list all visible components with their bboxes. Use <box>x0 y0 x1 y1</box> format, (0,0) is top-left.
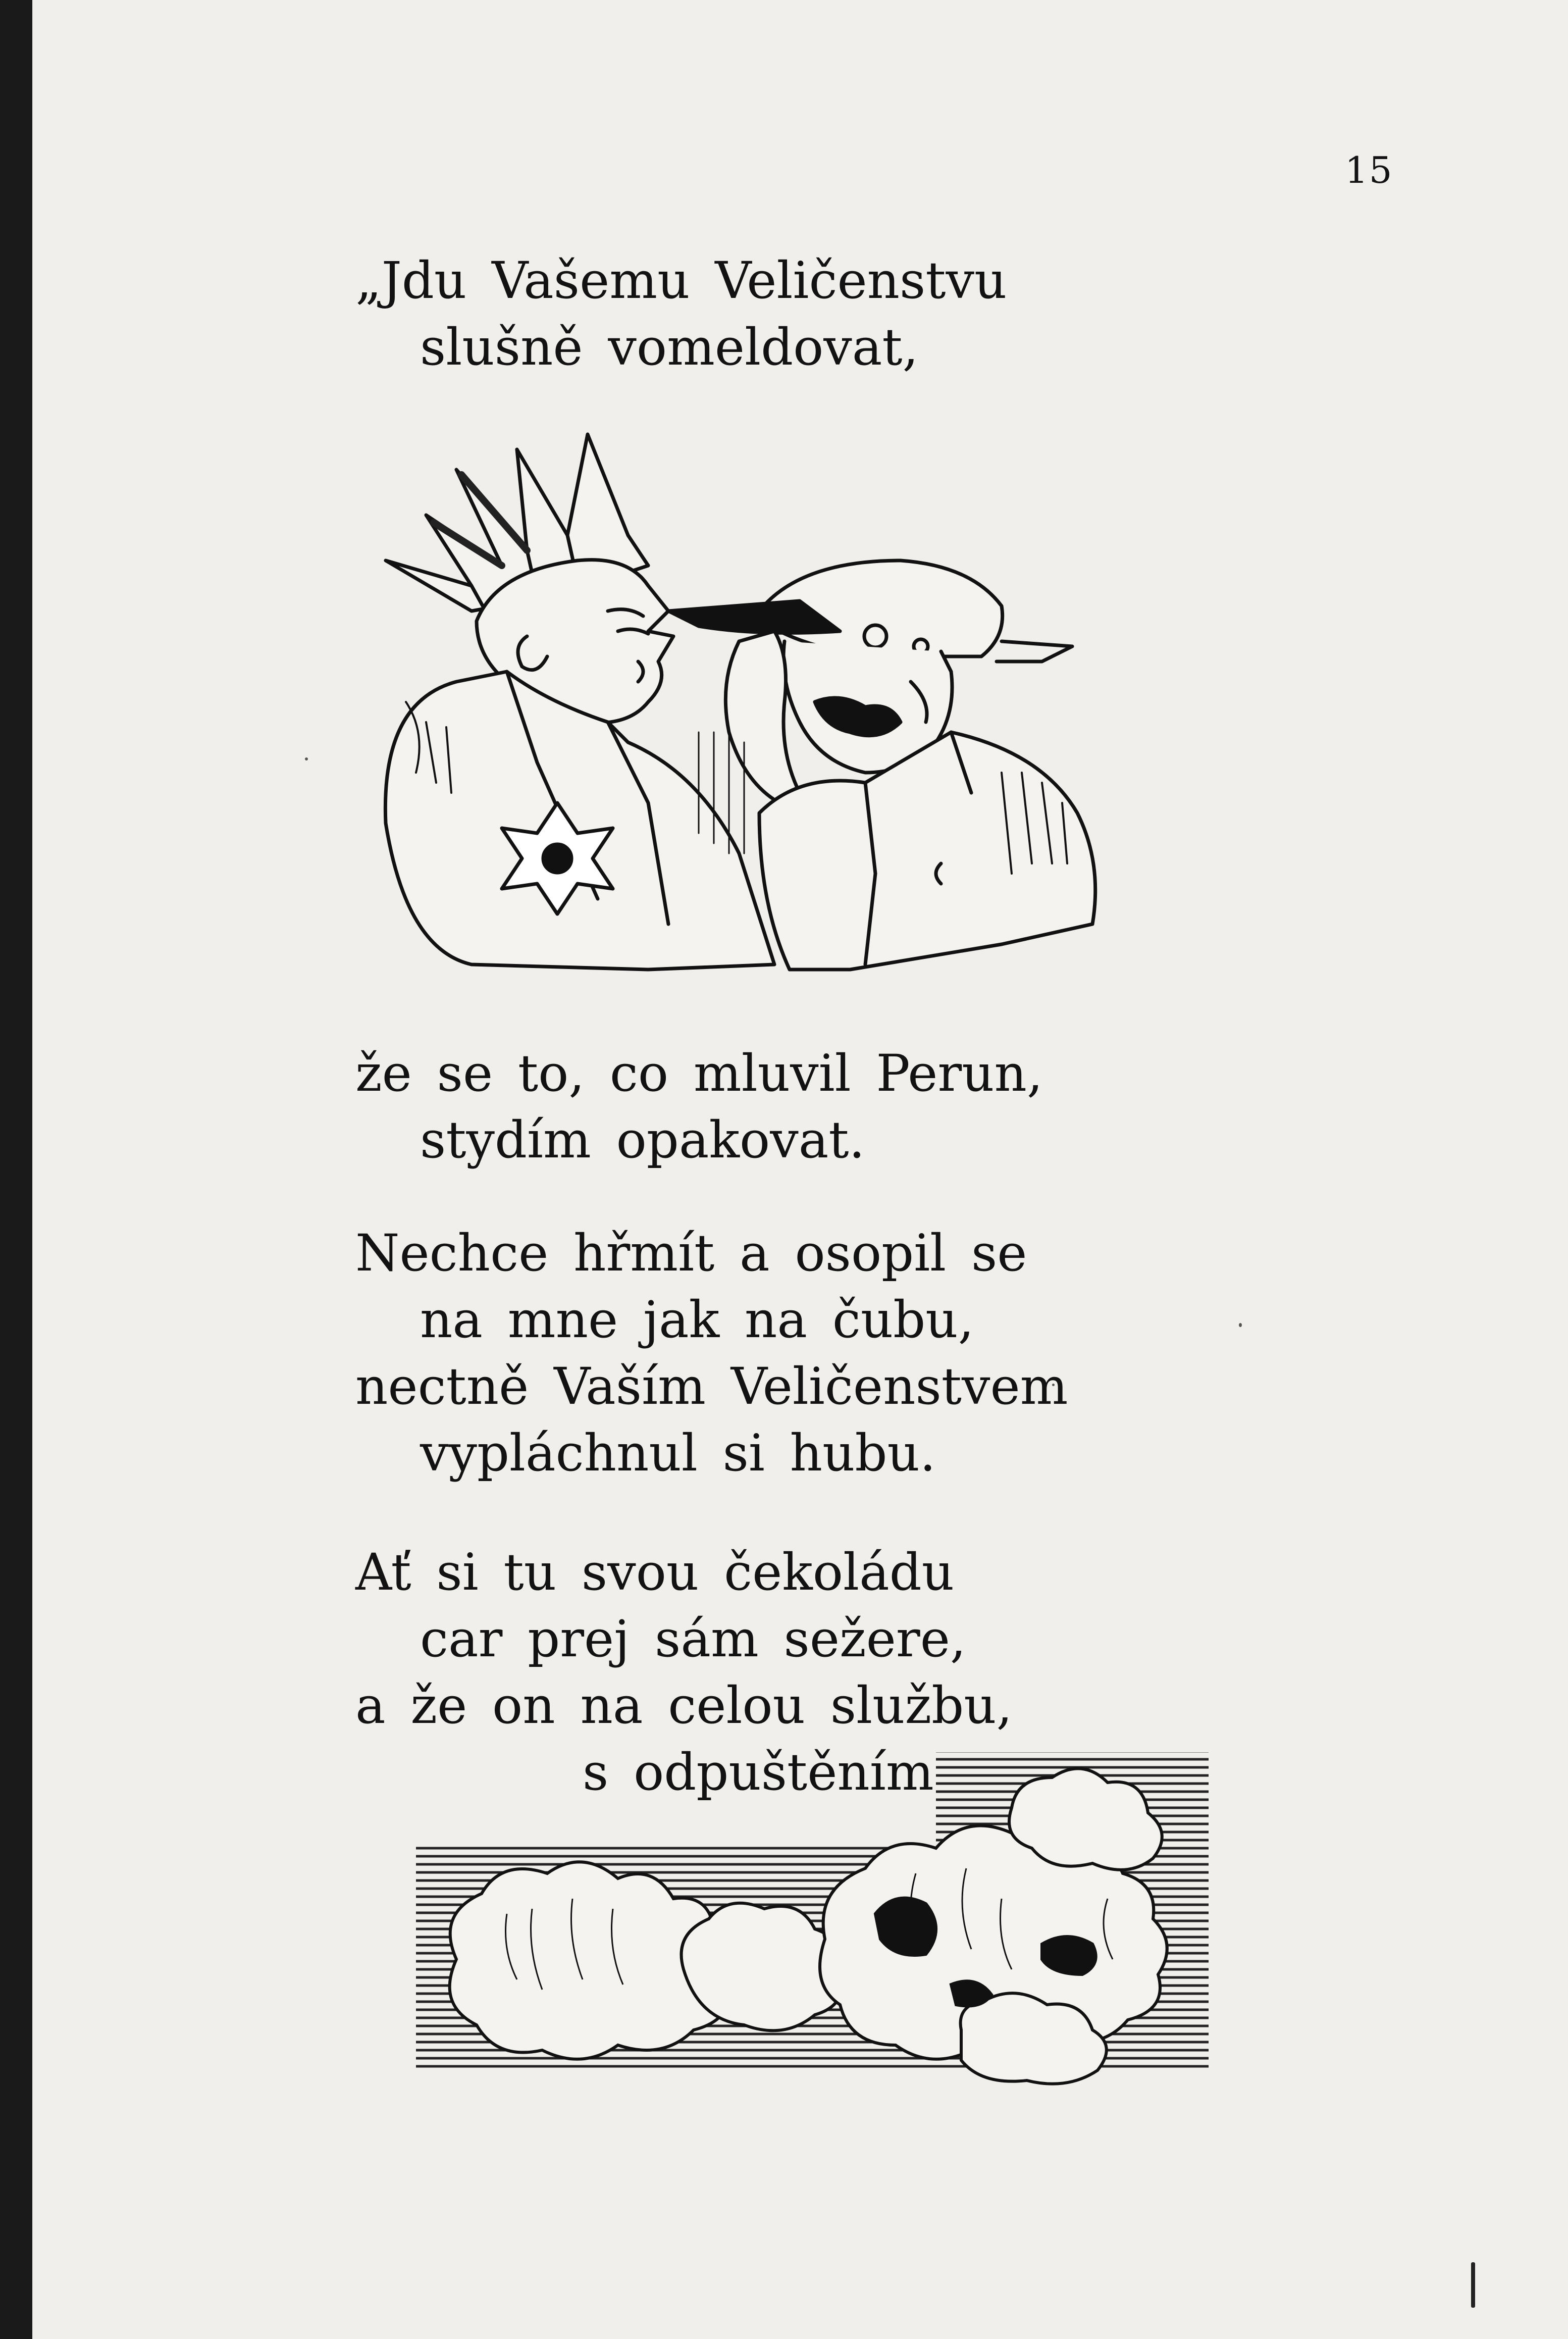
stanza-3 <box>355 1220 1068 1487</box>
smoke-clouds-engraving <box>381 1747 1214 2101</box>
verse-line: s odpuštěním <box>583 1743 934 1802</box>
stanza-1 <box>355 247 1007 381</box>
verse-line: Nechce hřmít a osopil se <box>355 1224 1027 1283</box>
scan-speck <box>1239 1323 1242 1327</box>
verse-line: Ať si tu svou čekoládu <box>355 1543 955 1602</box>
verse-line: stydím opakovat. <box>420 1110 865 1170</box>
stanza-2 <box>355 1040 1043 1174</box>
verse-line: že se to, co mluvil Perun, <box>355 1044 1043 1103</box>
verse-line: slušně vomeldovat, <box>420 318 919 377</box>
verse-line: „Jdu Vašemu Veličenstvu <box>355 251 1007 310</box>
verse-line: na mne jak na čubu, <box>420 1290 974 1349</box>
scan-speck <box>305 757 308 760</box>
king-and-soldier-engraving <box>345 419 1143 980</box>
verse-line: a že on na celou službu, <box>355 1676 1013 1735</box>
verse-line: car prej sám sežere, <box>420 1609 966 1668</box>
page-number: 15 <box>1345 149 1393 191</box>
scan-mark <box>1471 2262 1475 2308</box>
verse-line: nectně Vaším Veličenstvem <box>355 1357 1068 1416</box>
verse-line: vypláchnul si hubu. <box>420 1423 936 1483</box>
book-page <box>32 0 1568 2339</box>
